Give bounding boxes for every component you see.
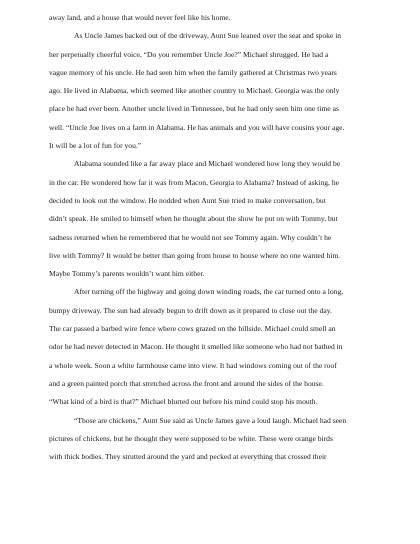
text-line: well. “Uncle Joe lives on a farm in Alabama. He has animals and you will have cousins your age. [49,122,345,132]
text-line: live with Tommy? It would be better than going from house to house where no one wanted him. [49,250,341,260]
text-line: It will be a lot of fun for you.” [49,141,142,151]
text-line: sadness returned when he remembered that he would not see Tommy again. Why couldn’t he [49,232,332,242]
document-body [49,9,371,466]
text-line: and a green painted porch that stretched across the front and around the sides of the house. [49,378,324,388]
text-line: pictures of chickens, but he thought they were supposed to be white. These were orange birds [49,433,333,443]
text-line: with thick bodies. They strutted around the yard and pecked at everything that crossed their [49,452,327,462]
text-line: “What kind of a bird is that?” Michael blurted out before his mind could stop his mouth. [49,397,318,407]
text-line: bumpy driveway. The sun had already begun to drift down as it prepared to close out the day. [49,305,332,315]
text-line: “Those are chickens,” Aunt Sue said as Uncle James gave a loud laugh. Michael had seen [74,415,347,425]
text-line: After turning off the highway and going down winding roads, the car turned onto a long, [74,287,344,297]
text-line: a whole week. Soon a white farmhouse came into view. It had windows coming out of the roof [49,360,337,370]
text-line: her perpetually cheerful voice, “Do you remember Uncle Joe?” Michael shrugged. He had a [49,49,329,59]
text-line: decided to look out the window. He nodded when Aunt Sue tried to make conversation, but [49,195,326,205]
text-line: place he had ever been. Another uncle lived in Tennessee, but he had only seen him one time as [49,104,339,114]
text-line: As Uncle James backed out of the driveway, Aunt Sue leaned over the seat and spoke in [74,31,342,41]
text-line: away land, and a house that would never feel like his home. [49,13,231,22]
text-line: Alabama sounded like a far away place and Michael wondered how long they would be [74,159,341,169]
text-line: in the car. He wondered how far it was from Macon, Georgia to Alabama? Instead of asking, he [49,177,340,187]
text-line: Maybe Tommy’s parents wouldn’t want him either. [49,269,205,279]
text-line: didn’t speak. He smiled to himself when he thought about the show he put on with Tommy, but [49,214,338,224]
text-line: odor he had never detected in Macon. He thought it smelled like someone who had not bathed in [49,342,343,352]
text-line: vague memory of his uncle. He had seen him when the family gathered at Christmas two years [49,67,337,77]
text-line: ago. He lived in Alabama, which seemed like another country to Michael. Georgia was the only [49,86,340,96]
text-line: The car passed a barbed wire fence where cows grazed on the hillside. Michael could smell an [49,324,336,334]
